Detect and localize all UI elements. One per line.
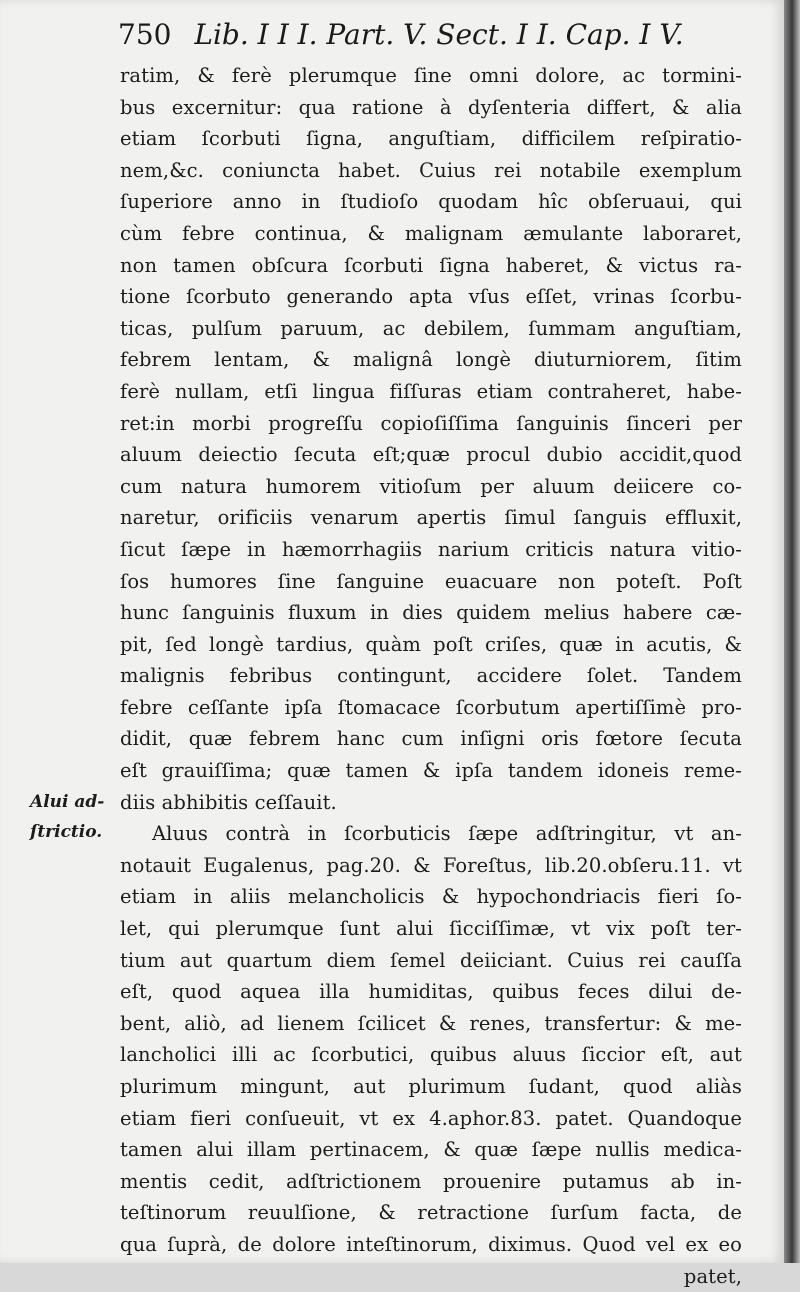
page-binding-edge	[784, 0, 800, 1263]
text-line: ret:in morbi progreſſu copioſiſſima ſanguinis ſinceri per	[120, 411, 742, 435]
text-line: naretur, orificiis venarum apertis ſimul ſanguis effluxit,	[120, 506, 742, 530]
text-line: ratim, & ferè plerumque ſine omni dolore, ac tormini-	[120, 64, 742, 87]
text-line: lancholici illi ac ſcorbutici, quibus aluus ſiccior eſt, aut	[120, 1043, 742, 1067]
text-line: ferè nullam, etſi lingua fiſſuras etiam contraheret, habe-	[120, 379, 742, 403]
text-line: teſtinorum reuulſione, & retractione ſurſum facta, de	[120, 1201, 742, 1225]
text-line: ſos humores ſine ſanguine euacuare non poteſt. Poſt	[120, 569, 742, 593]
text-line: etiam in aliis melancholicis & hypochondriacis fieri ſo-	[120, 885, 742, 909]
text-line: eſt grauiſſima; quæ tamen & ipſa tandem idoneis reme-	[120, 759, 742, 783]
catchword: patet,	[683, 1264, 742, 1288]
marginal-note-line: Alui ad-	[30, 792, 105, 812]
text-line: didit, quæ febrem hanc cum inſigni oris fœtore ſecuta	[120, 727, 742, 751]
text-line: bus excernitur: qua ratione à dyſenteria differt, & alia	[120, 95, 742, 119]
text-line: ſuperiore anno in ſtudioſo quodam hîc obſeruaui, qui	[120, 190, 742, 214]
text-line: non tamen obſcura ſcorbuti ſigna haberet, & victus ra-	[120, 253, 742, 277]
text-line: notauit Eugalenus, pag.20. & Foreſtus, lib.20.obſeru.11. vt	[120, 853, 742, 877]
body-text	[120, 60, 742, 1292]
text-line: mentis cedit, adſtrictionem prouenire putamus ab in-	[120, 1169, 742, 1193]
text-line: qua ſuprà, de dolore inteſtinorum, diximus. Quod vel ex eo	[120, 1232, 742, 1256]
text-line: tione ſcorbuto generando apta vſus eſſet, vrinas ſcorbu-	[120, 285, 742, 309]
text-line: tium aut quartum diem ſemel deiiciant. Cuius rei cauſſa	[120, 948, 742, 972]
text-line: plurimum mingunt, aut plurimum ſudant, quod aliàs	[120, 1075, 742, 1098]
text-line: tamen alui illam pertinacem, & quæ ſæpe nullis medica-	[120, 1138, 742, 1162]
text-line: pit, ſed longè tardius, quàm poſt criſes, quæ in acutis, &	[120, 632, 742, 656]
marginal-note	[30, 787, 118, 847]
text-line: nem,&c. coniuncta habet. Cuius rei notabile exemplum	[120, 158, 742, 182]
page-number: 750	[118, 18, 172, 51]
text-line: ſicut ſæpe in hæmorrhagiis narium criticis natura vitio-	[120, 537, 742, 561]
text-line: hunc ſanguinis fluxum in dies quidem melius habere cæ-	[120, 601, 742, 625]
text-line: malignis febribus contingunt, accidere ſolet. Tandem	[120, 664, 742, 688]
text-line: febrem lentam, & malignâ longè diuturniorem, ſitim	[120, 348, 742, 372]
running-title: Lib. I I I. Part. V. Sect. I I. Cap. I V.	[194, 18, 684, 51]
text-line: cum natura humorem vitioſum per aluum deiicere co-	[120, 474, 742, 498]
running-head	[118, 18, 758, 58]
text-line: etiam ſcorbuti ſigna, anguſtiam, difficilem reſpiratio-	[120, 127, 742, 151]
text-line: febre ceſſante ipſa ſtomacace ſcorbutum apertiſſimè pro-	[120, 695, 742, 719]
paragraph-end-line: diis abhibitis ceſſauit.	[120, 790, 337, 814]
text-line: cùm febre continua, & malignam æmulante laboraret,	[120, 221, 742, 245]
text-line: bent, aliò, ad lienem ſcilicet & renes, transfertur: & me-	[120, 1011, 742, 1035]
text-line: ticas, pulſum paruum, ac debilem, ſummam anguſtiam,	[120, 316, 742, 340]
text-line: etiam fieri conſueuit, vt ex 4.aphor.83. patet. Quandoque	[120, 1106, 742, 1130]
paragraph-start-line: Aluus contrà in ſcorbuticis ſæpe adſtringitur, vt an-	[152, 822, 742, 846]
text-line: aluum deiectio ſecuta eſt;quæ procul dubio accidit,quod	[120, 443, 742, 467]
marginal-note-line: ſtrictio.	[30, 822, 103, 842]
text-line: let, qui plerumque ſunt alui ſicciſſimæ, vt vix poſt ter-	[120, 917, 742, 941]
text-line: eſt, quod aquea illa humiditas, quibus feces dilui de-	[120, 980, 742, 1004]
